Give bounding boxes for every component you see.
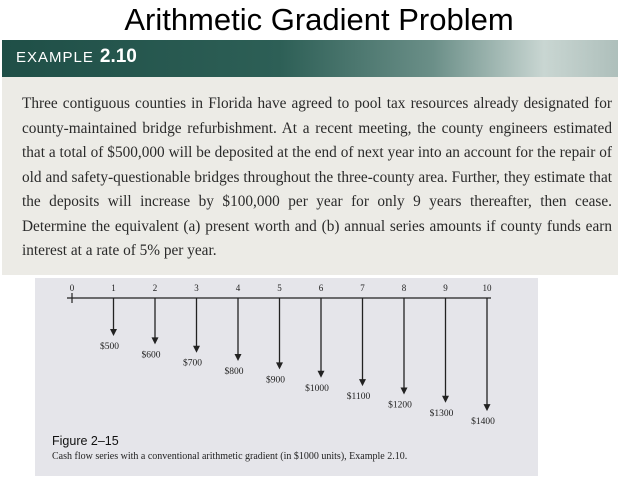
arrow-head xyxy=(442,396,449,403)
example-label xyxy=(16,46,137,68)
arrow-head xyxy=(318,371,325,378)
period-label: 1 xyxy=(111,283,116,293)
slide-title: Arithmetic Gradient Problem xyxy=(124,2,514,37)
amount-label: $1300 xyxy=(429,408,454,419)
period-label: 2 xyxy=(152,283,158,293)
amount-label: $900 xyxy=(266,375,285,386)
example-number: 2.10 xyxy=(99,46,137,67)
amount-label: $1100 xyxy=(346,392,371,403)
period-label: 8 xyxy=(401,283,407,293)
period-label: 5 xyxy=(277,283,282,293)
period-label: 9 xyxy=(443,283,448,293)
example-scan xyxy=(2,40,618,275)
arrow-head xyxy=(484,404,491,411)
arrow-head xyxy=(401,387,408,394)
cash-flow-figure xyxy=(35,278,538,476)
cash-flow-layer xyxy=(67,283,495,427)
period-label: 6 xyxy=(318,283,324,293)
problem-statement: Three contiguous counties in Florida have agreed to pool tax resources already designated for county-maintained bridge refurbishment. At a recent meeting, the county engineers estimated that a total of $500,000 will be deposited at the end of next year into an account for the repair of old and safety-questionable bridges throughout the three-county area. Further, they estimate that the deposits will increase by $100,000 per year for only 9 years thereafter, then cease. Determine the equivalent (a) present worth and (b) annual series amounts if county funds earn interest at a rate of 5% per year. xyxy=(22,95,612,259)
figure-caption: Cash flow series with a conventional arithmetic gradient (in $1000 units), Example 2.10. xyxy=(52,451,408,462)
example-banner xyxy=(2,40,618,77)
amount-label: $600 xyxy=(141,350,161,361)
arrow-head xyxy=(359,379,366,386)
arrow-head xyxy=(110,329,117,336)
period-label: 3 xyxy=(194,283,199,293)
figure-caption-block xyxy=(52,434,532,463)
arrow-head xyxy=(152,337,159,344)
arrow-head xyxy=(193,346,200,353)
period-label: 7 xyxy=(360,283,365,293)
period-label: 10 xyxy=(482,283,492,293)
amount-label: $500 xyxy=(100,342,119,352)
example-label-text: EXAMPLE xyxy=(16,49,94,66)
amount-label: $1000 xyxy=(305,383,329,394)
amount-label: $800 xyxy=(224,367,244,378)
figure-label: Figure 2–15 xyxy=(52,434,119,448)
period-label: 4 xyxy=(235,283,241,293)
amount-label: $1200 xyxy=(388,400,412,411)
amount-label: $1400 xyxy=(471,417,495,428)
period-label: 0 xyxy=(69,283,75,293)
amount-label: $700 xyxy=(183,358,202,369)
arrow-head xyxy=(235,354,242,361)
arrow-head xyxy=(276,362,283,369)
